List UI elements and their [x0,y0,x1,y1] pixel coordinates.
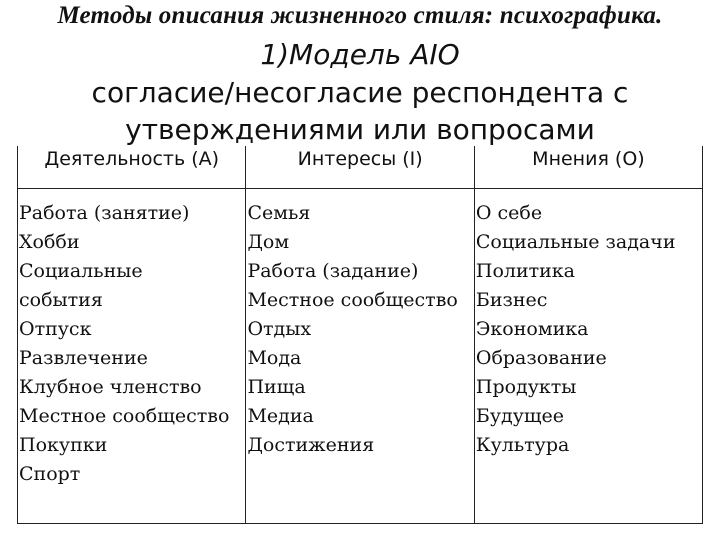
header-interests [246,146,474,189]
header-opinions-label: Мнения (O) [532,148,645,170]
list-item: Хобби [19,231,80,253]
list-item: Мода [247,347,302,369]
list-item: Отдых [247,318,312,340]
list-item: Дом [247,231,290,253]
description-line-1: согласие/несогласие респондента с [91,76,629,109]
list-item: Работа (занятие) [19,202,190,224]
opinions-column [474,189,702,524]
header-activities-label: Деятельность (A) [44,148,220,170]
table-body-row [18,189,703,524]
list-item: Работа (задание) [247,260,419,282]
interests-column [246,189,474,524]
list-item: Семья [247,202,311,224]
list-item: Культура [475,434,570,456]
table-header-row [18,146,703,189]
list-item: Политика [475,260,575,282]
list-item: Спорт [19,463,81,485]
header-interests-label: Интересы (I) [297,148,423,170]
aio-table [17,146,703,524]
list-item: Местное сообщество [247,289,458,311]
list-item: Образование [475,347,607,369]
list-item: Достижения [247,434,375,456]
list-item: Местное сообщество [19,405,230,427]
list-item: Социальные [19,260,143,282]
list-item: Развлечение [19,347,148,369]
header-activities [18,146,246,189]
list-item: Бизнес [475,289,548,311]
slide-title: Методы описания жизненного стиля: психографика. [57,2,663,29]
model-heading: 1)Модель AIO [260,38,460,71]
list-item: Экономика [475,318,589,340]
list-item: Клубное членство [19,376,202,398]
activities-column [18,189,246,524]
list-item: Отпуск [19,318,92,340]
list-item: Медиа [247,405,314,427]
list-item: Пища [247,376,306,398]
list-item: Социальные задачи [475,231,676,253]
list-item: Будущее [475,405,565,427]
list-item: Продукты [475,376,577,398]
list-item: О себе [475,202,543,224]
description-line-2: утверждениями или вопросами [125,113,595,146]
list-item: события [19,289,103,311]
header-opinions [474,146,702,189]
list-item: Покупки [19,434,108,456]
